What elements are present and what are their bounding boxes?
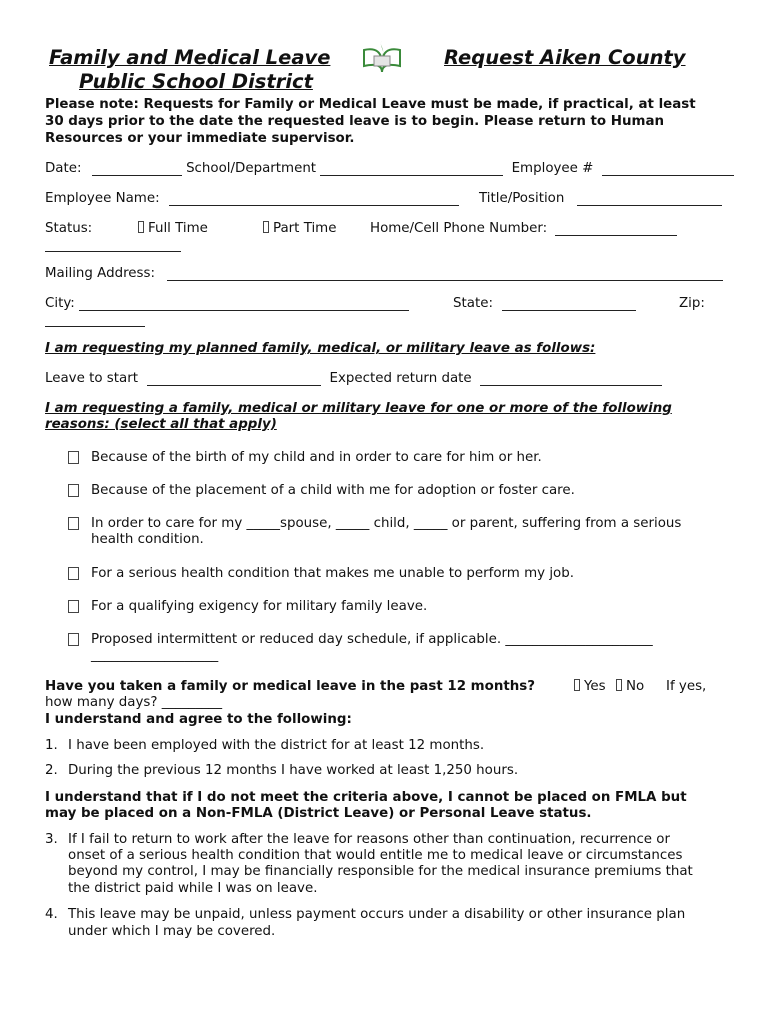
part-time-label: Part Time (273, 221, 337, 236)
term-item-text: the district paid while I was on leave. (68, 881, 318, 896)
term-item-text: This leave may be unpaid, unless payment occurs under a disability or other insurance plan (68, 907, 686, 922)
reason-text-continued: health condition. (91, 532, 204, 547)
leave-start-field[interactable] (147, 372, 321, 386)
school-department-field[interactable] (320, 162, 503, 176)
agree-item-number: 1. (45, 738, 58, 753)
zip-label: Zip: (679, 296, 705, 311)
city-label: City: (45, 296, 75, 311)
reason-checkbox[interactable] (68, 451, 79, 468)
agree-item-text: During the previous 12 months I have worked at least 1,250 hours. (68, 763, 519, 778)
if-yes-label: If yes, (666, 679, 707, 694)
past-leave-question: Have you taken a family or medical leave in the past 12 months? (45, 679, 536, 694)
no-label: No (626, 679, 645, 694)
past-leave-no-option[interactable] (616, 679, 644, 694)
employee-name-row (45, 191, 459, 206)
leave-start-label: Leave to start (45, 371, 138, 386)
state-field[interactable] (502, 297, 636, 311)
term-item-text: under which I may be covered. (68, 924, 276, 939)
reason-text: Because of the placement of a child with me for adoption or foster care. (91, 483, 575, 498)
employee-name-label: Employee Name: (45, 191, 160, 206)
reason-checkbox[interactable] (68, 484, 79, 501)
form-title-line2: Public School District (79, 70, 313, 93)
reason-text: Proposed intermittent or reduced day schedule, if applicable. ______________________ (91, 632, 653, 647)
zip-field[interactable] (45, 313, 145, 327)
status-label: Status: (45, 221, 93, 236)
full-time-option[interactable] (138, 221, 208, 236)
part-time-checkbox[interactable] (263, 221, 269, 233)
state-label: State: (453, 296, 493, 311)
how-many-days-label: how many days? _________ (45, 695, 223, 710)
note-line-1: Please note: Requests for Family or Medical Leave must be made, if practical, at least (45, 97, 696, 112)
reason-checkbox[interactable] (68, 517, 79, 534)
expected-return-label: Expected return date (329, 371, 472, 386)
reason-checkbox[interactable] (68, 600, 79, 617)
reason-checkbox[interactable] (68, 633, 79, 650)
note-line-2: 30 days prior to the date the requested leave is to begin. Please return to Human (45, 114, 665, 129)
past-leave-yes-option[interactable] (574, 679, 606, 694)
full-time-label: Full Time (148, 221, 208, 236)
state-row (453, 296, 636, 311)
term-item-number: 4. (45, 907, 58, 922)
date-label: Date: (45, 161, 82, 176)
planned-leave-heading: I am requesting my planned family, medical, or military leave as follows: (45, 341, 596, 356)
term-item-text: onset of a serious health condition that would entitle me to medical leave or circumstances (68, 848, 683, 863)
agree-item-number: 2. (45, 763, 58, 778)
reason-text: In order to care for my _____spouse, _____ child, _____ or parent, suffering from a serious (91, 516, 682, 531)
reasons-heading-line-2: reasons: (select all that apply) (45, 417, 277, 432)
form-title-left: Family and Medical Leave (49, 46, 331, 69)
phone-field[interactable] (555, 222, 677, 236)
title-position-field[interactable] (577, 192, 722, 206)
reason-text-continued: ___________________ (91, 648, 219, 663)
reason-text: For a qualifying exigency for military family leave. (91, 599, 428, 614)
school-department-label: School/Department (186, 161, 317, 176)
city-field[interactable] (79, 297, 409, 311)
term-item-text: If I fail to return to work after the leave for reasons other than continuation, recurrence or (68, 832, 670, 847)
employee-name-field[interactable] (169, 192, 459, 206)
title-position-row (479, 191, 722, 206)
employee-number-label: Employee # (511, 161, 594, 176)
mailing-row (45, 266, 723, 281)
term-item-text: beyond my control, I may be financially responsible for the medical insurance premiums that (68, 864, 693, 879)
reason-text: Because of the birth of my child and in order to care for him or her. (91, 450, 542, 465)
school-district-logo (360, 36, 404, 76)
phone-row (370, 221, 677, 236)
expected-return-field[interactable] (480, 372, 662, 386)
phone-label: Home/Cell Phone Number: (370, 221, 548, 236)
part-time-option[interactable] (263, 221, 336, 236)
employee-number-field[interactable] (602, 162, 734, 176)
no-checkbox[interactable] (616, 679, 622, 691)
criteria-line-2: may be placed on a Non-FMLA (District Leave) or Personal Leave status. (45, 806, 592, 821)
date-row (45, 161, 734, 176)
reason-checkbox[interactable] (68, 567, 79, 584)
note-line-3: Resources or your immediate supervisor. (45, 131, 355, 146)
criteria-line-1: I understand that if I do not meet the criteria above, I cannot be placed on FMLA but (45, 790, 687, 805)
reason-text: For a serious health condition that makes me unable to perform my job. (91, 566, 575, 581)
term-item-number: 3. (45, 832, 58, 847)
yes-checkbox[interactable] (574, 679, 580, 691)
mailing-address-label: Mailing Address: (45, 266, 156, 281)
city-row (45, 296, 409, 311)
mailing-address-field[interactable] (167, 267, 723, 281)
agree-heading: I understand and agree to the following: (45, 712, 352, 727)
leave-dates-row (45, 371, 662, 386)
yes-label: Yes (584, 679, 606, 694)
phone-field-continued[interactable] (45, 238, 181, 252)
date-field[interactable] (92, 162, 182, 176)
reasons-heading-line-1: I am requesting a family, medical or military leave for one or more of the following (45, 401, 672, 416)
form-title-right: Request Aiken County (444, 46, 686, 69)
agree-item-text: I have been employed with the district for at least 12 months. (68, 738, 485, 753)
title-position-label: Title/Position (479, 191, 565, 206)
full-time-checkbox[interactable] (138, 221, 144, 233)
